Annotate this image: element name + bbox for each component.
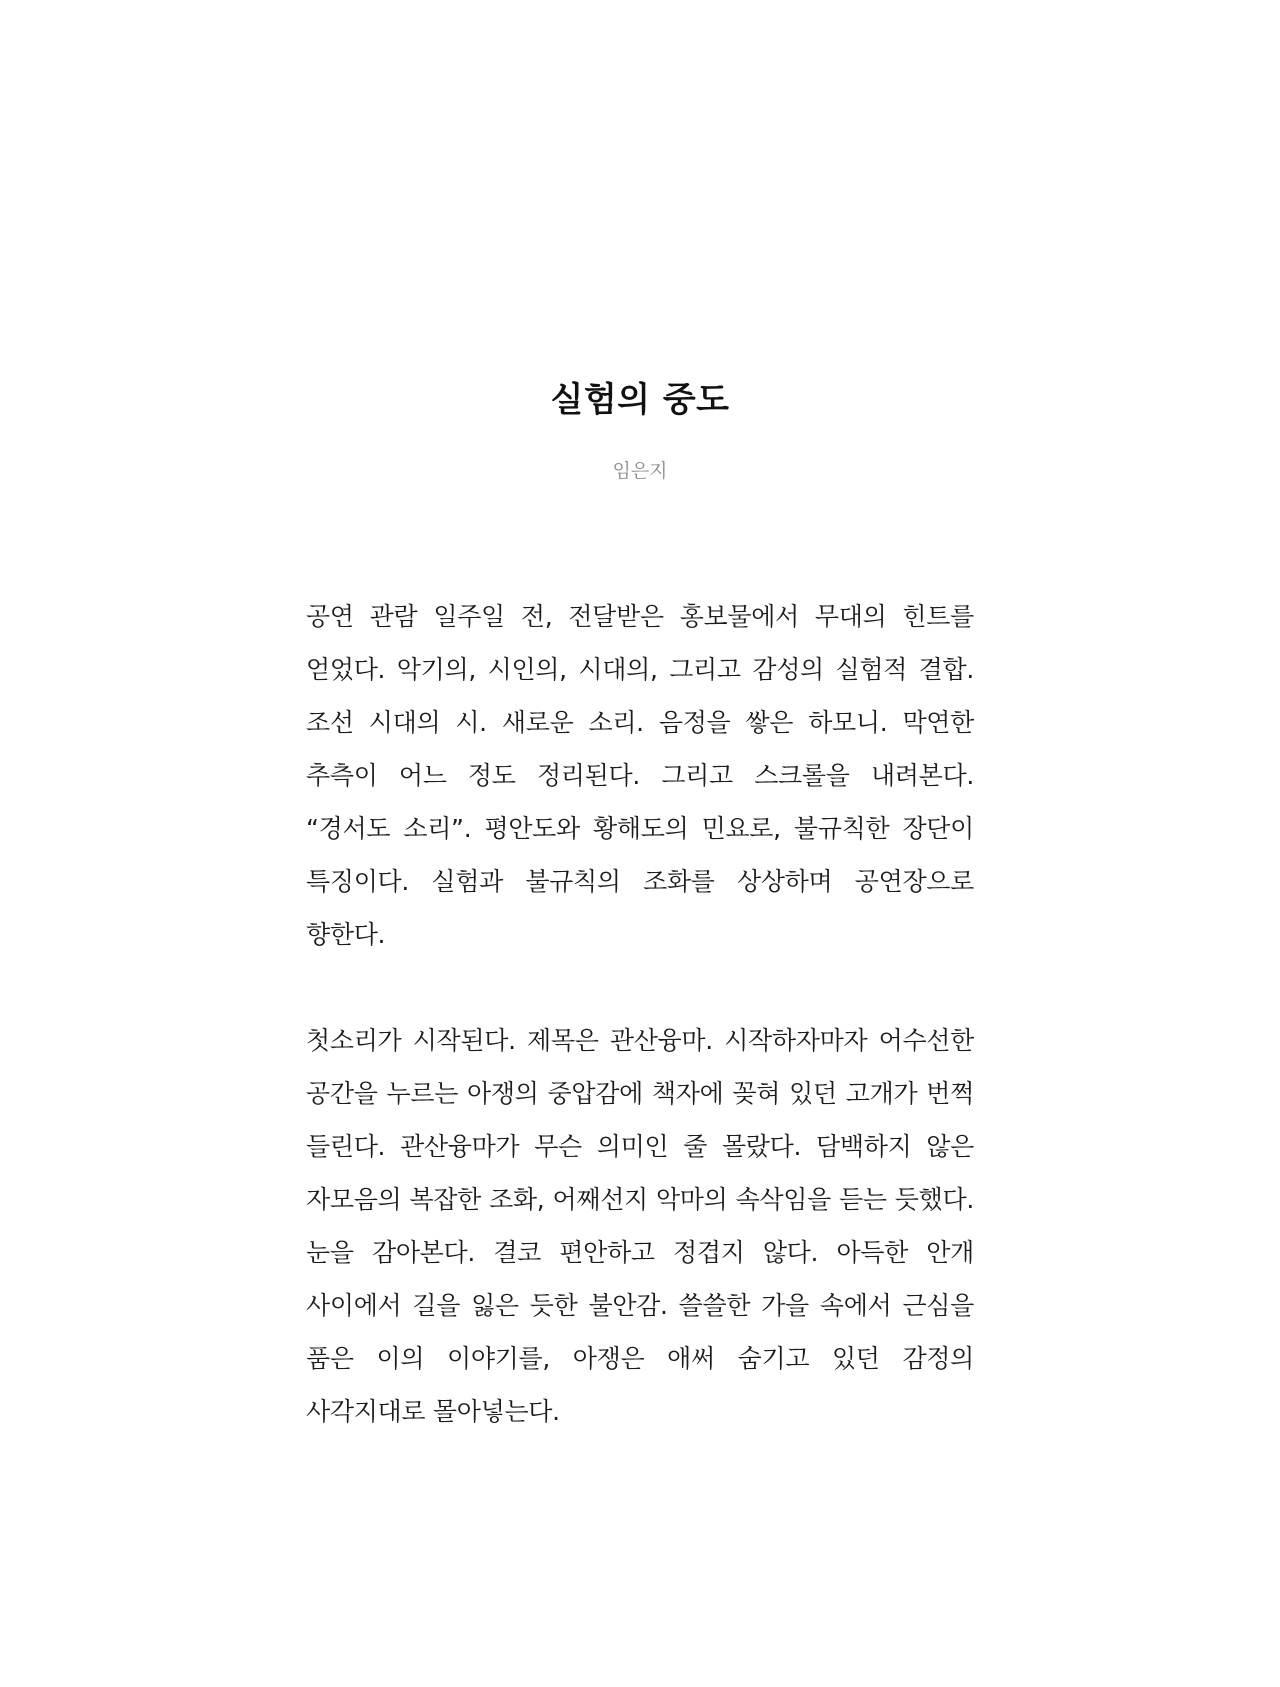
article-body xyxy=(306,590,974,1438)
article-author: 임은지 xyxy=(612,460,668,482)
paragraph-2: 첫소리가 시작된다. 제목은 관산융마. 시작하자마자 어수선한 공간을 누르는 아쟁의 중압감에 책자에 꽂혀 있던 고개가 번쩍 들린다. 관산융마가 무슨 의미인 줄 몰랐다. 담백하지 않은 자모음의 복잡한 조화, 어째선지 악마의 속삭임을 듣는 듯했다. 눈을 감아본다. 결코 편안하고 정겹지 않다. 아득한 안개 사이에서 길을 잃은 듯한 불안감. 쓸쓸한 가을 속에서 근심을 품은 이의 이야기를, 아쟁은 애써 숨기고 있던 감정의 사각지대로 몰아넣는다. xyxy=(306,1026,974,1426)
paragraph-1: 공연 관람 일주일 전, 전달받은 홍보물에서 무대의 힌트를 얻었다. 악기의, 시인의, 시대의, 그리고 감성의 실험적 결합. 조선 시대의 시. 새로운 소리. 음정을 쌓은 하모니. 막연한 추측이 어느 정도 정리된다. 그리고 스크롤을 내려본다. “경서도 소리”. 평안도와 황해도의 민요로, 불규칙한 장단이 특징이다. 실험과 불규칙의 조화를 상상하며 공연장으로 향한다. xyxy=(306,602,974,949)
article-title: 실험의 중도 xyxy=(550,380,730,420)
